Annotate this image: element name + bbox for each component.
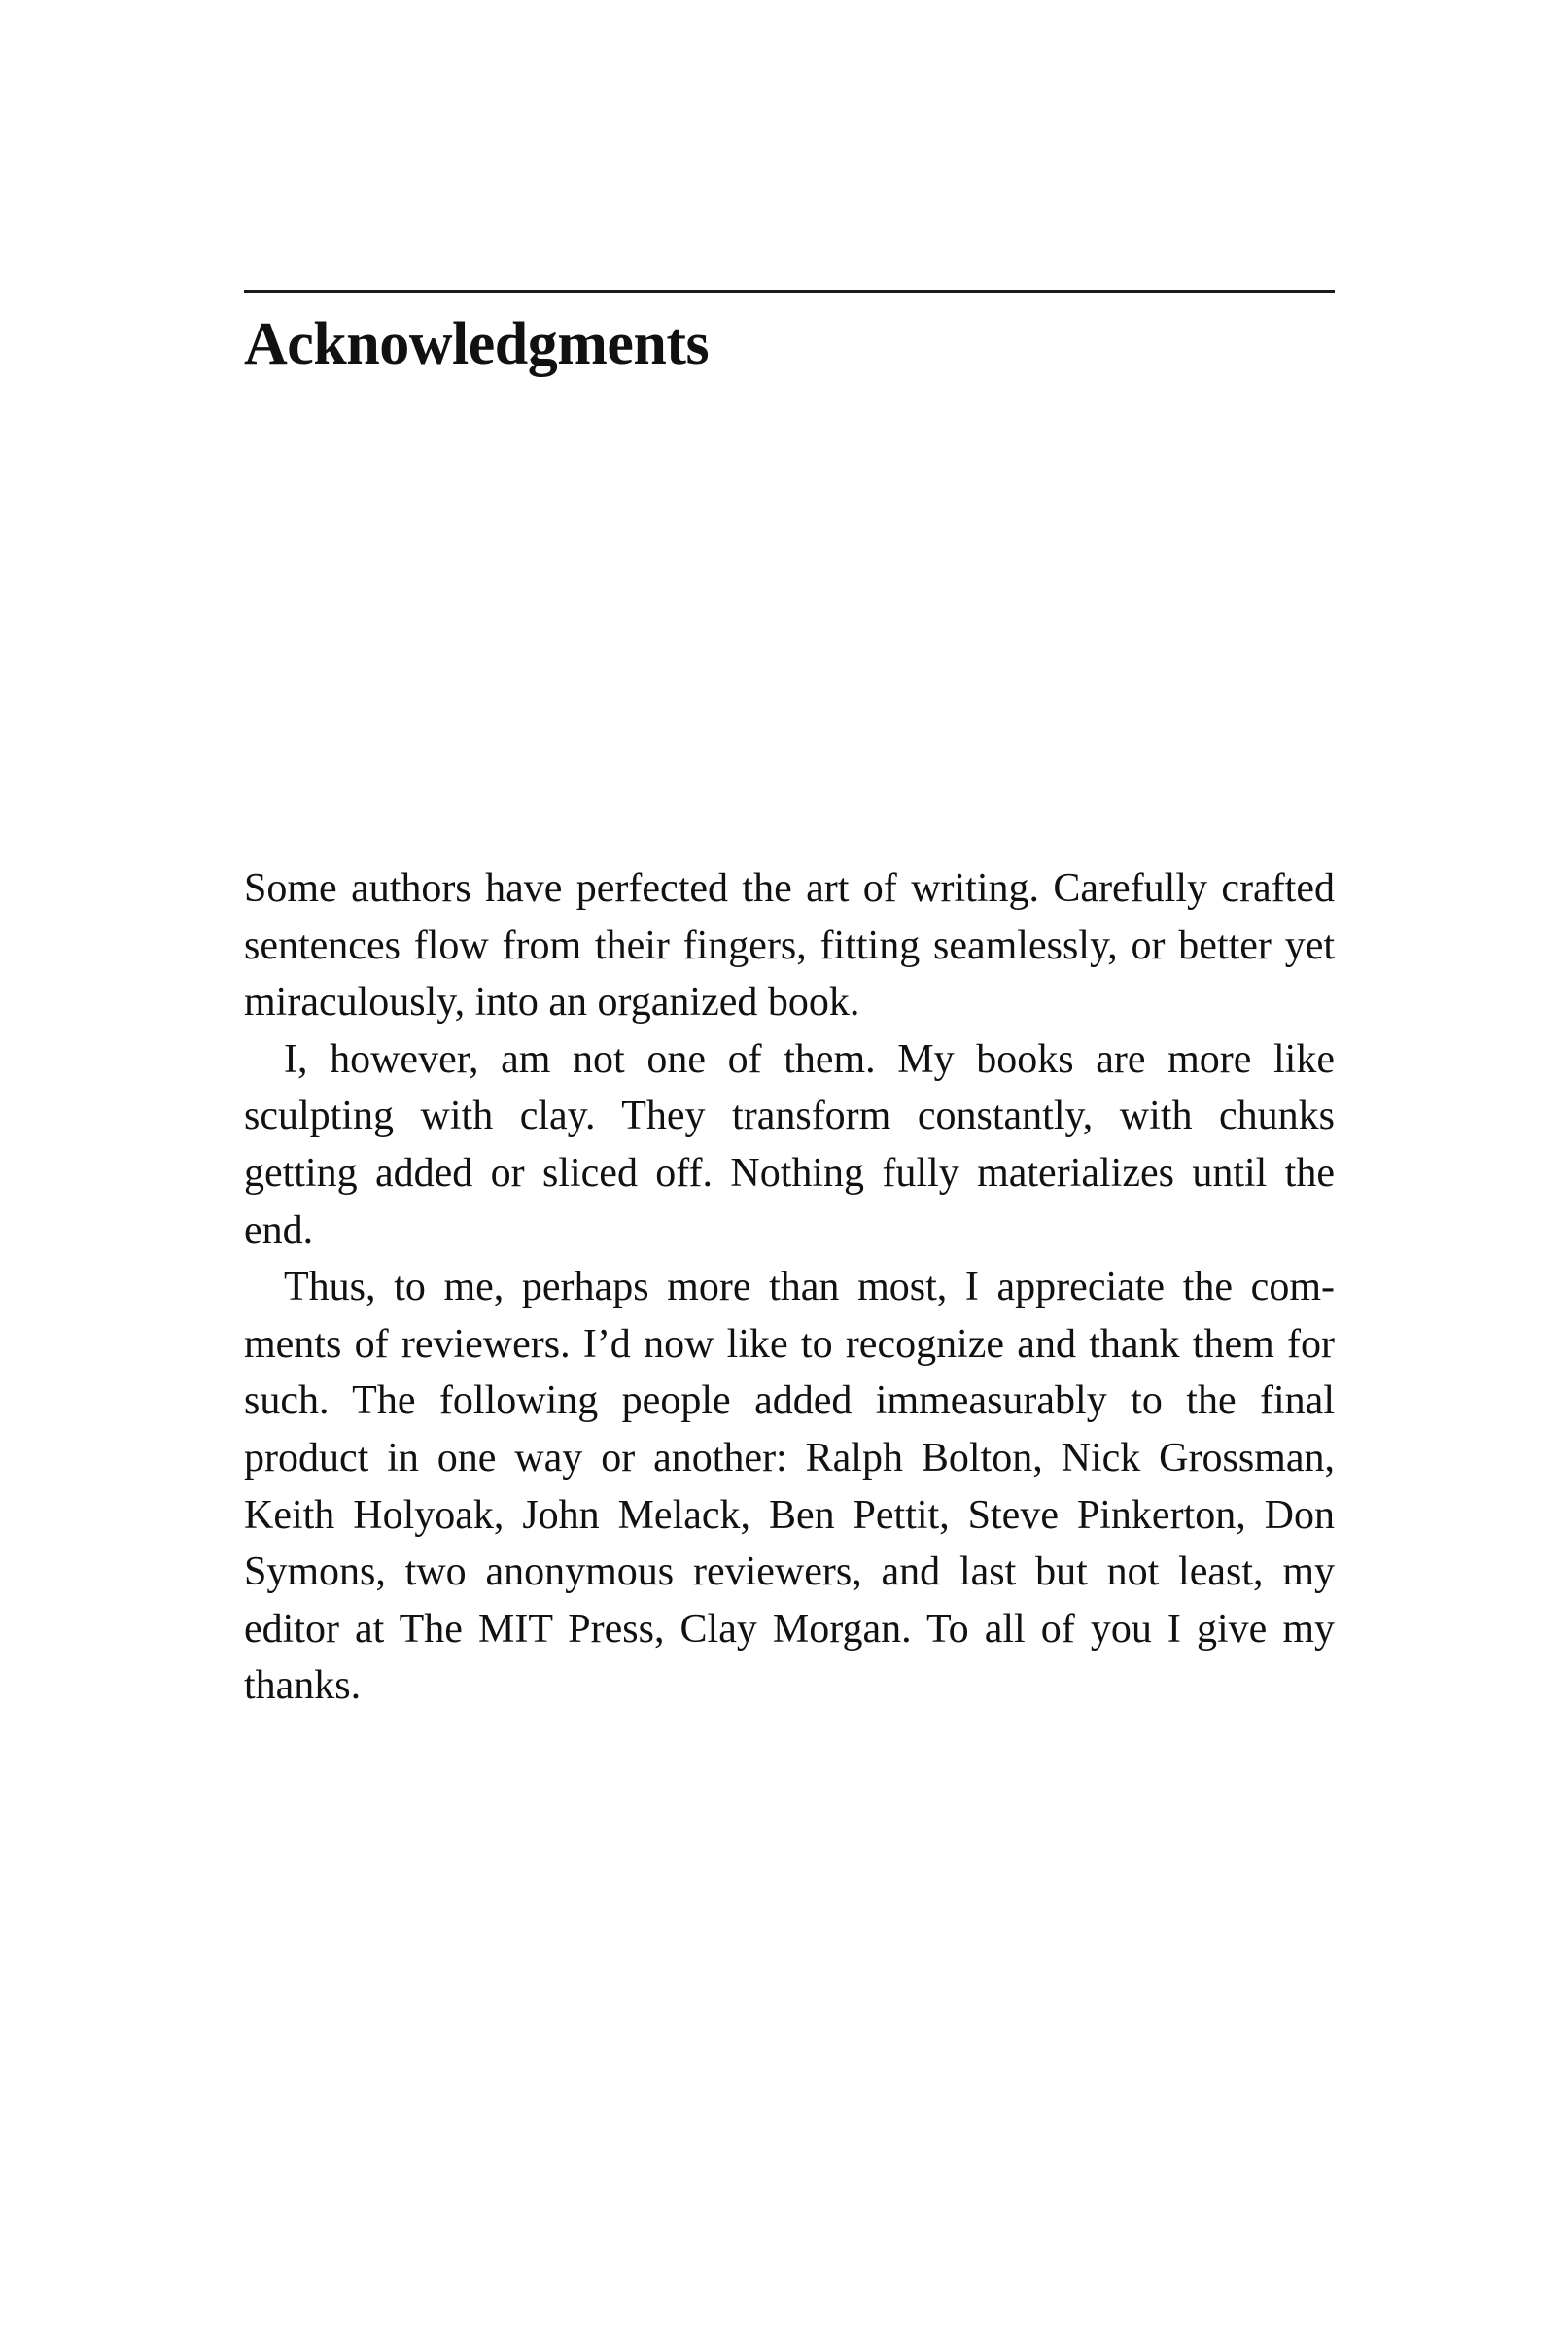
- body-text: [244, 860, 1335, 1715]
- paragraph-3: Thus, to me, perhaps more than most, I appreciate the comments of reviewers. I’d now like to recognize and thank them for such. The following people added immeasurably to the final product in one way or another: Ralph Bolton, Nick Grossman, Keith Holyoak, John Melack, Ben Pettit, Steve Pinkerton, Don Symons, two anonymous reviewers, and last but not least, my editor at The MIT Press, Clay Morgan. To all of you I give my thanks.: [244, 1265, 1335, 1709]
- paragraph-1: Some authors have perfected the art of writing. Carefully crafted sentences flow from their fingers, fitting seamlessly, or better yet miraculously, into an organized book.: [244, 866, 1335, 1026]
- title-rule: [244, 290, 1335, 293]
- paragraph-2: I, however, am not one of them. My books are more like sculpting with clay. They transform constantly, with chunks getting added or sliced off. Nothing fully materializes until the end.: [244, 1036, 1335, 1253]
- page-title: Acknowledgments: [244, 311, 710, 377]
